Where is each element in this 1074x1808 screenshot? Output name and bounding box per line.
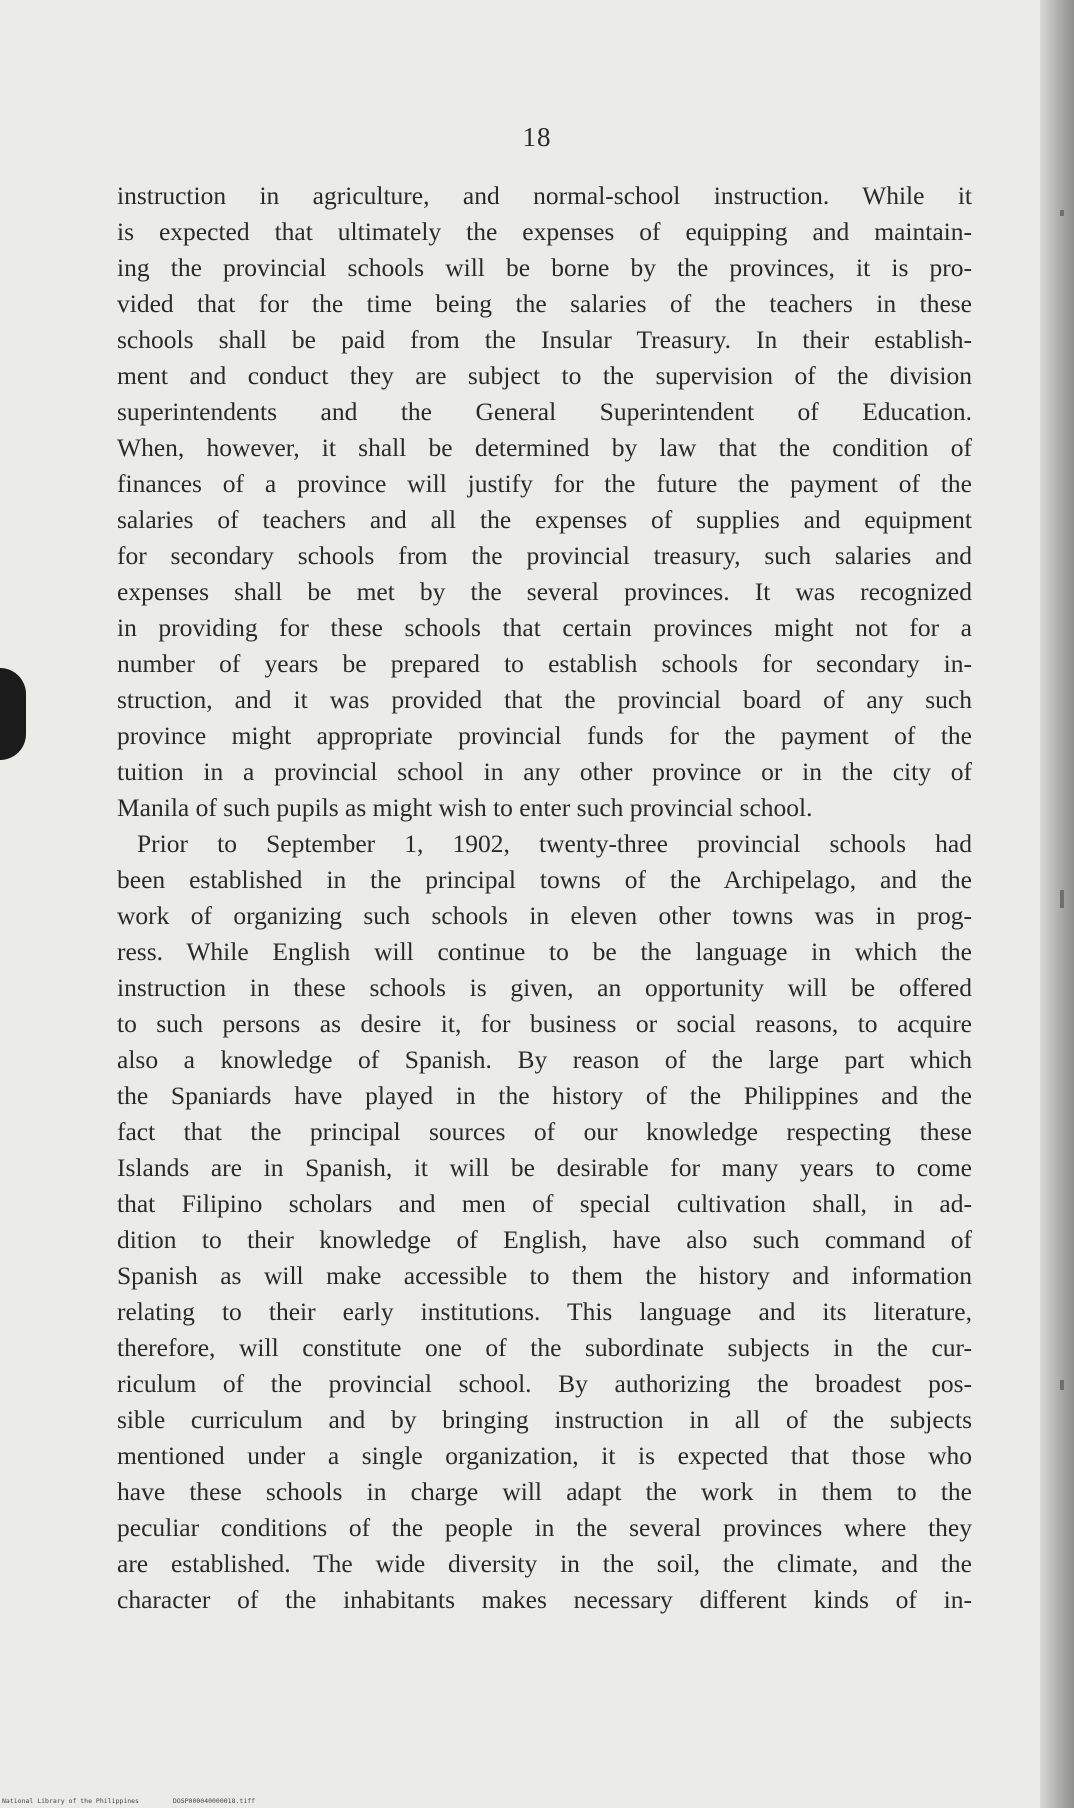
text-line: finances of a province will justify for the future the payment of the: [117, 469, 972, 498]
footer-library: National Library of the Philippines: [2, 1797, 139, 1805]
text-line: fact that the principal sources of our knowledge respecting these: [117, 1117, 972, 1146]
text-line: dition to their knowledge of English, have also such command of: [117, 1225, 972, 1254]
text-line: is expected that ultimately the expenses of equipping and maintain-: [117, 217, 972, 246]
text-line: vided that for the time being the salaries of the teachers in these: [117, 289, 972, 318]
text-line: Islands are in Spanish, it will be desirable for many years to come: [117, 1153, 972, 1182]
text-line: riculum of the provincial school. By authorizing the broadest pos-: [117, 1369, 972, 1398]
text-line: work of organizing such schools in eleven other towns was in prog-: [117, 901, 972, 930]
text-line: been established in the principal towns of the Archipelago, and the: [117, 865, 972, 894]
text-line: the Spaniards have played in the history of the Philippines and the: [117, 1081, 972, 1110]
text-line: salaries of teachers and all the expenses of supplies and equipment: [117, 505, 972, 534]
text-line: schools shall be paid from the Insular Treasury. In their establish-: [117, 325, 972, 354]
text-line: instruction in these schools is given, an opportunity will be offered: [117, 973, 972, 1002]
text-line: that Filipino scholars and men of special cultivation shall, in ad-: [117, 1189, 972, 1218]
text-line: peculiar conditions of the people in the several provinces where they: [117, 1513, 972, 1542]
text-line: to such persons as desire it, for business or social reasons, to acquire: [117, 1009, 972, 1038]
text-line: province might appropriate provincial funds for the payment of the: [117, 721, 972, 750]
text-line: therefore, will constitute one of the subordinate subjects in the cur-: [117, 1333, 972, 1362]
edge-mark: [1060, 210, 1064, 216]
text-line: Prior to September 1, 1902, twenty-three provincial schools had: [137, 829, 972, 858]
page-number: 18: [522, 122, 552, 152]
footer-file-id: DOSP000040000018.tiff: [172, 1797, 256, 1805]
text-line: superintendents and the General Superintendent of Education.: [117, 397, 972, 426]
text-line: ment and conduct they are subject to the supervision of the division: [117, 361, 972, 390]
edge-mark: [1060, 890, 1064, 908]
text-line: instruction in agriculture, and normal-school instruction. While it: [117, 181, 972, 210]
text-line: Spanish as will make accessible to them the history and information: [117, 1261, 972, 1290]
text-line: character of the inhabitants makes necessary different kinds of in-: [117, 1585, 972, 1614]
text-line: expenses shall be met by the several provinces. It was recognized: [117, 577, 972, 606]
text-line: mentioned under a single organization, it is expected that those who: [117, 1441, 972, 1470]
text-line: ress. While English will continue to be the language in which the: [117, 937, 972, 966]
page-edge-shadow: [1040, 0, 1074, 1808]
text-line: in providing for these schools that certain provinces might not for a: [117, 613, 972, 642]
scan-footer: [2, 1797, 285, 1805]
text-line: also a knowledge of Spanish. By reason of the large part which: [117, 1045, 972, 1074]
text-line: struction, and it was provided that the provincial board of any such: [117, 685, 972, 714]
text-line: ing the provincial schools will be borne by the provinces, it is pro-: [117, 253, 972, 282]
text-line: tuition in a provincial school in any other province or in the city of: [117, 757, 972, 786]
text-line: When, however, it shall be determined by law that the condition of: [117, 433, 972, 462]
text-line: number of years be prepared to establish schools for secondary in-: [117, 649, 972, 678]
text-line: Manila of such pupils as might wish to enter such provincial school.: [117, 793, 813, 822]
edge-mark: [1060, 1380, 1064, 1390]
body-text: [117, 178, 972, 1618]
text-line: are established. The wide diversity in the soil, the climate, and the: [117, 1549, 972, 1578]
text-line: have these schools in charge will adapt the work in them to the: [117, 1477, 972, 1506]
scan-blot: [0, 668, 26, 760]
text-line: for secondary schools from the provincial treasury, such salaries and: [117, 541, 972, 570]
text-line: relating to their early institutions. This language and its literature,: [117, 1297, 972, 1326]
text-line: sible curriculum and by bringing instruction in all of the subjects: [117, 1405, 972, 1434]
